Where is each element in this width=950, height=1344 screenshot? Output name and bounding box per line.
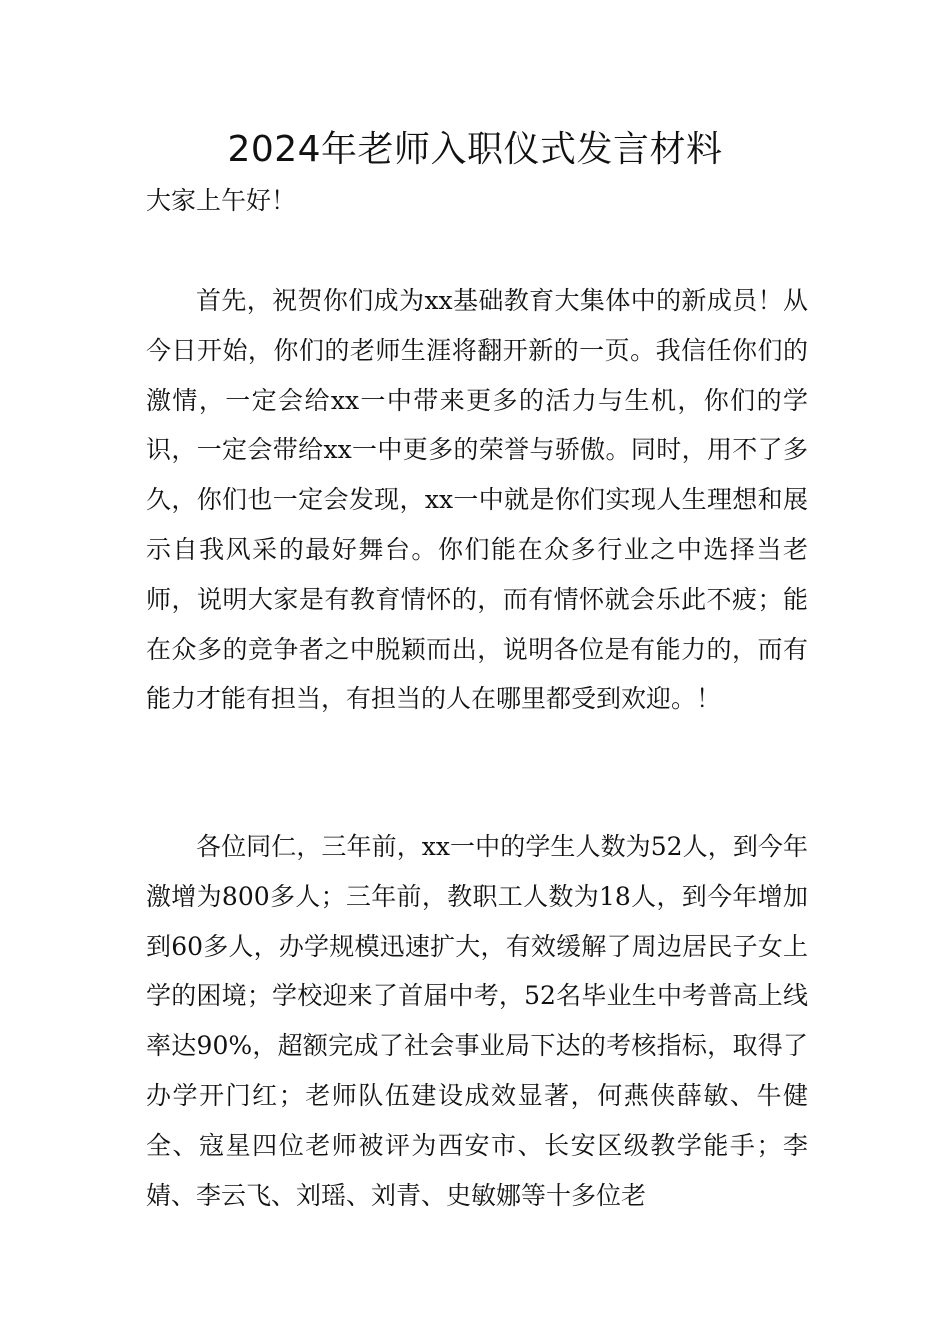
document-title: 2024年老师入职仪式发言材料: [227, 129, 723, 170]
paragraph-1: 首先，祝贺你们成为xx基础教育大集体中的新成员！从今日开始，你们的老师生涯将翻开新的一页。我信任你们的激情，一定会给xx一中带来更多的活力与生机，你们的学识，一定会带给xx一中更多的荣誉与骄傲。同时，用不了多久，你们也一定会发现，xx一中就是你们实现人生理想和展示自我风采的最好舞台。你们能在众多行业之中选择当老师，说明大家是有教育情怀的，而有情怀就会乐此不疲；能在众多的竞争者之中脱颖而出，说明各位是有能力的，而有能力才能有担当，有担当的人在哪里都受到欢迎。！: [146, 286, 808, 714]
greeting-line: 大家上午好！: [146, 186, 297, 215]
paragraph-2: 各位同仁，三年前，xx一中的学生人数为52人，到今年激增为800多人；三年前，教职工人数为18人，到今年增加到60多人，办学规模迅速扩大，有效缓解了周边居民子女上学的困境；学校迎来了首届中考，52名毕业生中考普高上线率达90%，超额完成了社会事业局下达的考核指标，取得了办学开门红；老师队伍建设成效显著，何燕侠薛敏、牛健全、寇星四位老师被评为西安市、长安区级教学能手；李婧、李云飞、刘瑶、刘青、史敏娜等十多位老: [146, 832, 808, 1210]
